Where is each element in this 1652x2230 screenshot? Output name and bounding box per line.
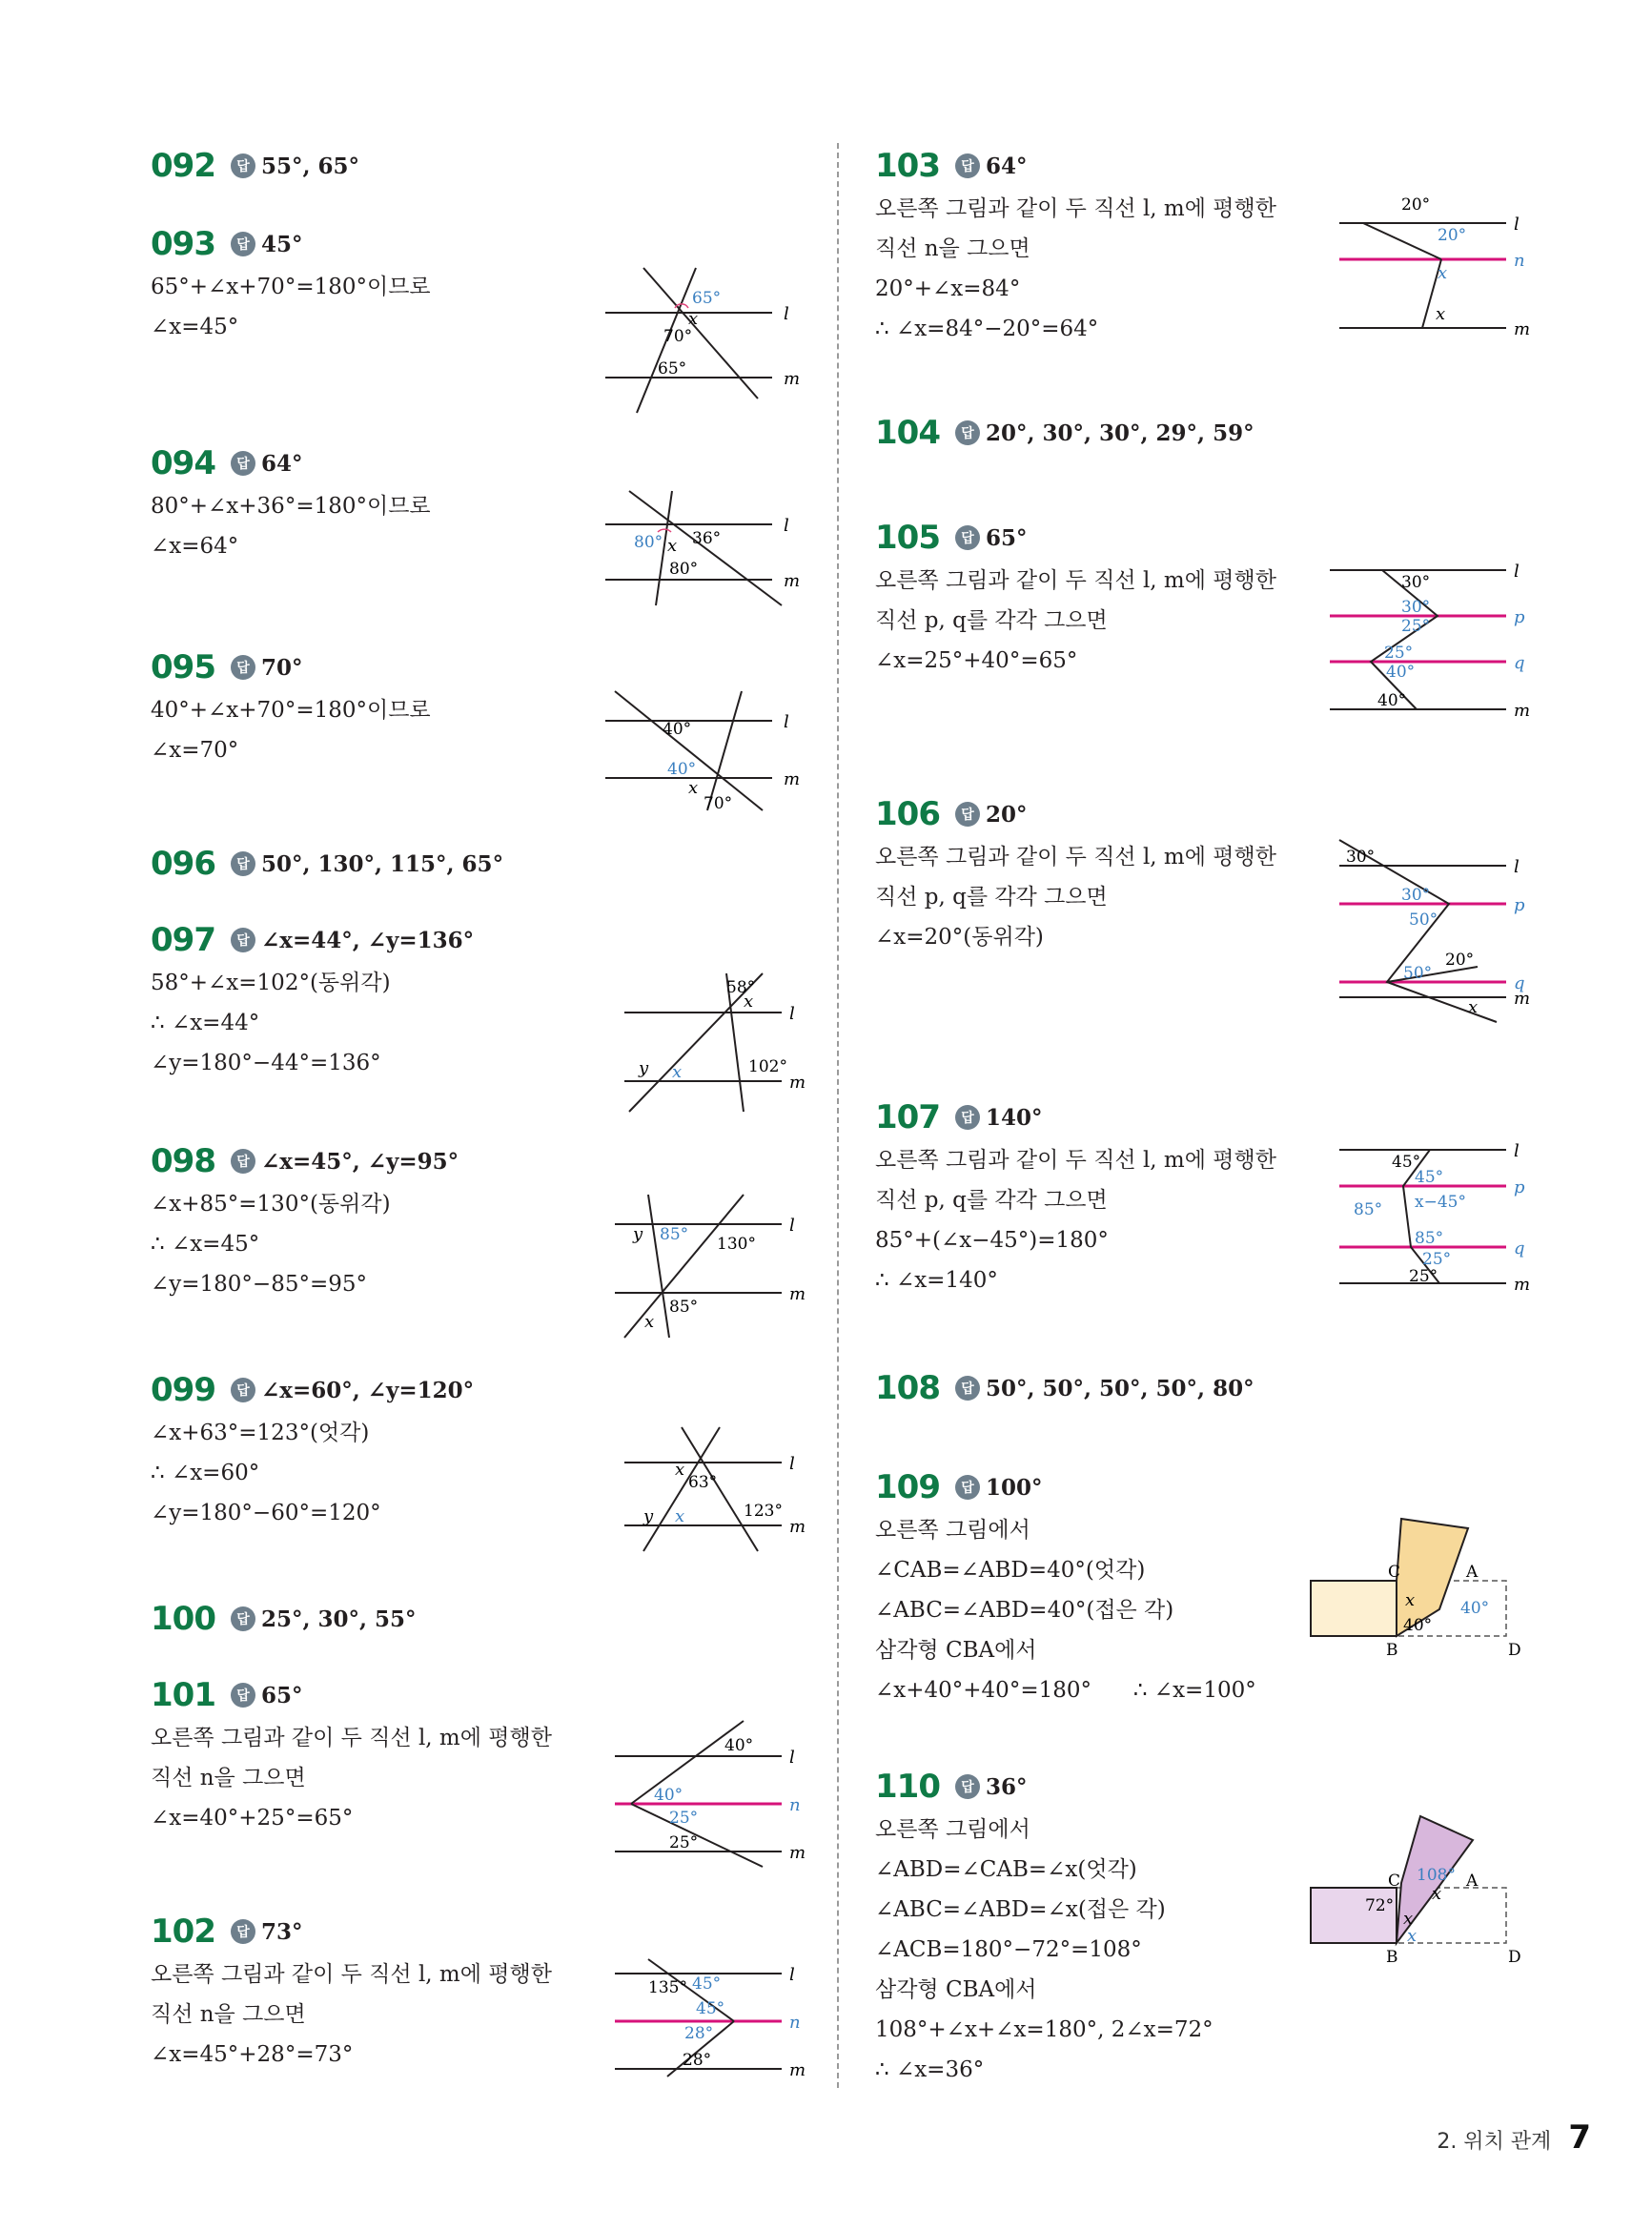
problem-108	[875, 1365, 1561, 1411]
answer-badge: 답	[231, 1606, 255, 1631]
figure-label: q	[1514, 1238, 1525, 1258]
solution-line: ∠ABC=∠ABD=40°(접은 각)	[875, 1598, 1174, 1623]
figure-label: m	[1514, 1275, 1531, 1295]
figure-label: 40°	[654, 1786, 683, 1805]
figure-label: m	[1514, 319, 1531, 339]
problem-number: 107	[875, 1098, 940, 1136]
figure-label: l	[784, 304, 789, 324]
figure-label: 65°	[692, 289, 722, 308]
answer-text: 64°	[260, 450, 303, 477]
figure-label: x	[688, 778, 699, 798]
answer-text: 65°	[985, 524, 1028, 551]
figure-label: l	[789, 1454, 795, 1474]
page-footer	[1437, 2118, 1591, 2157]
figure-label: 130°	[717, 1235, 756, 1254]
answer-text: 64°	[985, 153, 1028, 179]
problem-number: 110	[875, 1768, 940, 1806]
answer-text: 140°	[985, 1104, 1043, 1131]
problem-header	[875, 143, 1561, 189]
figure-label: 25°	[1401, 617, 1431, 636]
answer-badge: 답	[231, 1149, 255, 1174]
figure-label: m	[1514, 701, 1531, 721]
solution-line: 직선 n을 그으면	[875, 236, 1030, 261]
problem-header	[875, 1095, 1561, 1140]
answer-badge: 답	[231, 1378, 255, 1402]
column-divider	[837, 143, 839, 2088]
solution-line: ∴ ∠x=84°−20°=64°	[875, 317, 1099, 341]
figure-label: 20°	[1438, 226, 1467, 245]
solution-line: 삼각형 CBA에서	[875, 1638, 1037, 1663]
answer-text: 50°, 130°, 115°, 65°	[260, 850, 504, 877]
solution-line: ∴ ∠x=140°	[875, 1268, 998, 1293]
figure-label: 50°	[1403, 964, 1433, 983]
figure-label: l	[789, 1748, 795, 1768]
problem-header	[151, 841, 837, 887]
answer-text: ∠x=45°, ∠y=95°	[260, 1148, 459, 1175]
solution-line: ∠x=64°	[151, 534, 239, 559]
figure-109	[1306, 1514, 1535, 1670]
figure-label: 25°	[669, 1833, 699, 1852]
solution-line: 직선 n을 그으면	[151, 1766, 306, 1790]
answer-text: 20°, 30°, 30°, 29°, 59°	[985, 419, 1254, 446]
figure-label: 65°	[658, 359, 687, 378]
answer-badge: 답	[955, 525, 980, 550]
figure-097	[620, 969, 810, 1125]
figure-label: 40°	[663, 720, 692, 739]
figure-label: l	[1514, 562, 1519, 582]
answer-text: 65°	[260, 1682, 303, 1708]
answer-badge: 답	[955, 802, 980, 827]
solution-line: 오른쪽 그림과 같이 두 직선 l, m에 평행한	[875, 1148, 1276, 1173]
problem-number: 105	[875, 519, 940, 557]
problem-number: 104	[875, 414, 940, 452]
figure-label: 102°	[748, 1057, 787, 1076]
figure-label: y	[643, 1506, 654, 1526]
problem-number: 108	[875, 1369, 940, 1407]
problem-number: 103	[875, 147, 940, 185]
figure-label: 85°	[1354, 1200, 1383, 1219]
answer-text: 50°, 50°, 50°, 50°, 80°	[985, 1375, 1254, 1401]
figure-label: l	[784, 712, 789, 732]
figure-102	[610, 1954, 810, 2082]
solution-line: ∠y=180°−60°=120°	[151, 1501, 381, 1525]
problem-number: 097	[151, 921, 215, 959]
figure-label: 25°	[1384, 644, 1414, 663]
figure-label: 40°	[1460, 1599, 1490, 1618]
problem-header	[875, 791, 1561, 837]
figure-label: m	[789, 1073, 806, 1093]
figure-label: q	[1514, 653, 1525, 673]
figure-label: 30°	[1401, 886, 1431, 905]
figure-label: 40°	[667, 760, 697, 779]
solution-line: ∠y=180°−85°=95°	[151, 1272, 368, 1297]
solution-line: ∠x=70°	[151, 738, 239, 763]
problem-number: 092	[151, 147, 215, 185]
problem-number: 102	[151, 1913, 215, 1951]
answer-text: 70°	[260, 654, 303, 681]
figure-label: x	[688, 309, 699, 329]
problem-number: 098	[151, 1142, 215, 1180]
figure-label: C	[1388, 1563, 1401, 1582]
answer-badge: 답	[231, 1683, 255, 1708]
figure-label: x	[1432, 1884, 1442, 1904]
solution-line: ∴ ∠x=44°	[151, 1011, 260, 1035]
figure-label: 36°	[692, 529, 722, 548]
problem-104	[875, 410, 1561, 456]
answer-text: 45°	[260, 231, 303, 257]
figure-103	[1335, 191, 1535, 347]
solution-line: ∠ABD=∠CAB=∠x(엇각)	[875, 1857, 1137, 1882]
problem-number: 095	[151, 648, 215, 686]
solution-line: ∠x+40°+40°=180° ∴ ∠x=100°	[875, 1678, 1256, 1703]
figure-label: x	[1405, 1590, 1416, 1610]
figure-label: x	[1438, 263, 1448, 283]
solution-line: 직선 p, q를 각각 그으면	[875, 885, 1108, 910]
figure-label: m	[784, 769, 801, 789]
solution-line: ∠x=45°	[151, 315, 239, 339]
figure-094	[601, 486, 810, 624]
solution-line: 85°+(∠x−45°)=180°	[875, 1228, 1109, 1253]
figure-label: 30°	[1401, 598, 1431, 617]
solution-line: 오른쪽 그림과 같이 두 직선 l, m에 평행한	[151, 1962, 552, 1987]
figure-110	[1306, 1811, 1535, 1968]
figure-label: 25°	[1422, 1250, 1452, 1269]
figure-106	[1335, 835, 1535, 1030]
solution-line: 58°+∠x=102°(동위각)	[151, 971, 391, 995]
solution-line: 108°+∠x+∠x=180°, 2∠x=72°	[875, 2017, 1214, 2042]
solution-line: ∠y=180°−44°=136°	[151, 1051, 381, 1075]
figure-label: 108°	[1417, 1866, 1456, 1885]
solution-line: ∠x=20°(동위각)	[875, 925, 1044, 950]
problem-number: 109	[875, 1468, 940, 1506]
figure-098	[610, 1190, 810, 1346]
problem-header	[151, 1672, 837, 1718]
solution-line: 오른쪽 그림과 같이 두 직선 l, m에 평행한	[875, 845, 1276, 869]
figure-label: m	[784, 571, 801, 591]
figure-label: 28°	[684, 2024, 714, 2043]
figure-label: 70°	[704, 794, 733, 813]
problem-number: 093	[151, 225, 215, 263]
figure-label: 70°	[663, 327, 693, 346]
figure-label: l	[1514, 215, 1519, 235]
answer-badge: 답	[231, 1919, 255, 1944]
figure-label: A	[1466, 1872, 1479, 1891]
solution-line: 직선 n을 그으면	[151, 2002, 306, 2027]
figure-101	[610, 1716, 810, 1872]
answer-text: ∠x=60°, ∠y=120°	[260, 1377, 475, 1403]
problem-header	[875, 1464, 1561, 1510]
answer-badge: 답	[955, 153, 980, 178]
figure-label: m	[789, 1284, 806, 1304]
problem-header	[875, 1365, 1561, 1411]
figure-label: l	[1514, 1141, 1519, 1161]
figure-label: x	[744, 992, 754, 1012]
figure-label: 20°	[1445, 951, 1475, 970]
figure-label: p	[1514, 607, 1525, 627]
problem-header	[151, 1367, 837, 1413]
page-number: 7	[1568, 2118, 1591, 2157]
figure-label: m	[789, 2060, 806, 2080]
solution-line: ∠ABC=∠ABD=∠x(접은 각)	[875, 1897, 1166, 1922]
answer-badge: 답	[955, 1774, 980, 1799]
answer-text: 100°	[985, 1474, 1043, 1501]
figure-label: 45°	[1392, 1153, 1421, 1172]
figure-label: 45°	[692, 1974, 722, 1994]
answer-text: 73°	[260, 1918, 303, 1945]
figure-label: B	[1386, 1948, 1398, 1967]
problem-096	[151, 841, 837, 887]
problem-100	[151, 1596, 837, 1642]
answer-text: 55°, 65°	[260, 153, 360, 179]
figure-label: 28°	[683, 2051, 712, 2070]
solution-line: 20°+∠x=84°	[875, 276, 1021, 301]
figure-label: 45°	[1415, 1168, 1444, 1187]
solution-line: 오른쪽 그림과 같이 두 직선 l, m에 평행한	[875, 568, 1276, 593]
problem-092	[151, 143, 837, 189]
figure-label: l	[789, 1004, 795, 1024]
answer-badge: 답	[955, 420, 980, 445]
figure-label: l	[789, 1965, 795, 1985]
figure-label: 72°	[1365, 1896, 1395, 1915]
figure-label: 45°	[696, 1999, 725, 2018]
figure-label: A	[1466, 1563, 1479, 1582]
figure-label: m	[789, 1843, 806, 1863]
problem-header	[151, 440, 837, 486]
answer-text: 25°, 30°, 55°	[260, 1606, 417, 1632]
figure-099	[620, 1422, 810, 1560]
solution-line: 65°+∠x+70°=180°이므로	[151, 275, 431, 299]
problem-header	[151, 644, 837, 690]
solution-line: ∠x=45°+28°=73°	[151, 2042, 354, 2067]
figure-label: l	[784, 516, 789, 536]
figure-095	[601, 686, 810, 824]
problem-header	[875, 410, 1561, 456]
figure-093	[601, 265, 810, 421]
answer-badge: 답	[955, 1376, 980, 1401]
figure-label: x−45°	[1415, 1193, 1466, 1212]
answer-badge: 답	[231, 153, 255, 178]
figure-label: x	[672, 1062, 683, 1082]
solution-line: 직선 p, q를 각각 그으면	[875, 608, 1108, 633]
solution-line: 직선 p, q를 각각 그으면	[875, 1188, 1108, 1213]
solution-line: ∠x=40°+25°=65°	[151, 1806, 354, 1831]
figure-label: m	[789, 1517, 806, 1537]
problem-header	[151, 917, 837, 963]
solution-line: 삼각형 CBA에서	[875, 1977, 1037, 2002]
figure-label: 40°	[1403, 1616, 1433, 1635]
problem-number: 094	[151, 444, 215, 482]
figure-label: m	[784, 369, 801, 389]
solution-line: 오른쪽 그림과 같이 두 직선 l, m에 평행한	[151, 1726, 552, 1750]
solution-line: 오른쪽 그림에서	[875, 1817, 1030, 1842]
figure-label: n	[1514, 251, 1525, 271]
figure-label: x	[1407, 1926, 1417, 1946]
answer-badge: 답	[231, 655, 255, 680]
figure-label: m	[1514, 989, 1531, 1009]
problem-number: 099	[151, 1371, 215, 1409]
figure-label: x	[675, 1506, 685, 1526]
figure-label: y	[633, 1224, 643, 1244]
figure-label: x	[1468, 997, 1479, 1017]
figure-label: x	[1403, 1909, 1414, 1929]
figure-label: x	[667, 536, 678, 556]
figure-label: 135°	[648, 1978, 687, 1997]
solution-line: ∴ ∠x=36°	[875, 2057, 985, 2082]
figure-label: 85°	[669, 1298, 699, 1317]
figure-label: C	[1388, 1872, 1401, 1891]
answer-badge: 답	[955, 1475, 980, 1500]
figure-label: 80°	[634, 533, 663, 552]
problem-header	[151, 221, 837, 267]
figure-label: 85°	[660, 1225, 689, 1244]
figure-label: 50°	[1409, 910, 1438, 930]
problem-number: 100	[151, 1600, 215, 1638]
figure-105	[1325, 553, 1535, 728]
solution-line: ∴ ∠x=45°	[151, 1232, 260, 1257]
figure-label: n	[789, 2013, 801, 2033]
solution-line: 80°+∠x+36°=180°이므로	[151, 494, 431, 519]
figure-label: x	[675, 1460, 685, 1480]
solution-line: 오른쪽 그림에서	[875, 1518, 1030, 1543]
problem-number: 096	[151, 845, 215, 883]
problem-header	[151, 1596, 837, 1642]
figure-label: 58°	[726, 978, 756, 997]
problem-header	[151, 143, 837, 189]
answer-text: 36°	[985, 1773, 1028, 1800]
answer-badge: 답	[231, 451, 255, 476]
figure-label: 80°	[669, 560, 699, 579]
figure-label: 63°	[688, 1473, 718, 1492]
solution-line: ∠x+85°=130°(동위각)	[151, 1192, 391, 1217]
answer-text: 20°	[985, 801, 1028, 828]
solution-line: 오른쪽 그림과 같이 두 직선 l, m에 평행한	[875, 196, 1276, 221]
figure-label: 40°	[1377, 691, 1407, 710]
answer-text: ∠x=44°, ∠y=136°	[260, 927, 475, 953]
figure-label: D	[1508, 1948, 1521, 1967]
figure-label: n	[789, 1795, 801, 1815]
figure-107	[1335, 1138, 1535, 1304]
answer-badge: 답	[955, 1105, 980, 1130]
figure-label: p	[1514, 1177, 1525, 1197]
problem-number: 106	[875, 795, 940, 833]
solution-line: ∠CAB=∠ABD=40°(엇각)	[875, 1558, 1146, 1583]
figure-label: 123°	[744, 1502, 783, 1521]
solution-line: ∠x=25°+40°=65°	[875, 648, 1078, 673]
figure-label: D	[1508, 1641, 1521, 1660]
answer-badge: 답	[231, 928, 255, 952]
answer-badge: 답	[231, 232, 255, 256]
figure-label: l	[789, 1216, 795, 1236]
figure-label: 30°	[1346, 848, 1376, 867]
figure-label: 25°	[669, 1809, 699, 1828]
figure-label: l	[1514, 857, 1519, 877]
figure-label: y	[639, 1058, 649, 1078]
figure-label: p	[1514, 895, 1525, 915]
answer-badge: 답	[231, 851, 255, 876]
figure-label: 40°	[1386, 663, 1416, 682]
figure-label: 20°	[1401, 195, 1431, 215]
chapter-title: 2. 위치 관계	[1437, 2130, 1552, 2154]
solution-line: 40°+∠x+70°=180°이므로	[151, 698, 431, 723]
figure-label: x	[1436, 304, 1446, 324]
problem-header	[875, 1764, 1561, 1810]
figure-label: 85°	[1415, 1229, 1444, 1248]
solution-line: ∠ACB=180°−72°=108°	[875, 1937, 1142, 1962]
figure-label: 40°	[724, 1736, 754, 1755]
figure-label: q	[1514, 973, 1525, 993]
problem-header	[151, 1909, 837, 1954]
problem-header	[151, 1138, 837, 1184]
solution-line: ∠x+63°=123°(엇각)	[151, 1421, 370, 1445]
figure-label: B	[1386, 1641, 1398, 1660]
problem-number: 101	[151, 1676, 215, 1714]
figure-label: 30°	[1401, 573, 1431, 592]
figure-label: x	[644, 1312, 655, 1332]
figure-label: 25°	[1409, 1267, 1438, 1286]
solution-line: ∴ ∠x=60°	[151, 1461, 260, 1485]
